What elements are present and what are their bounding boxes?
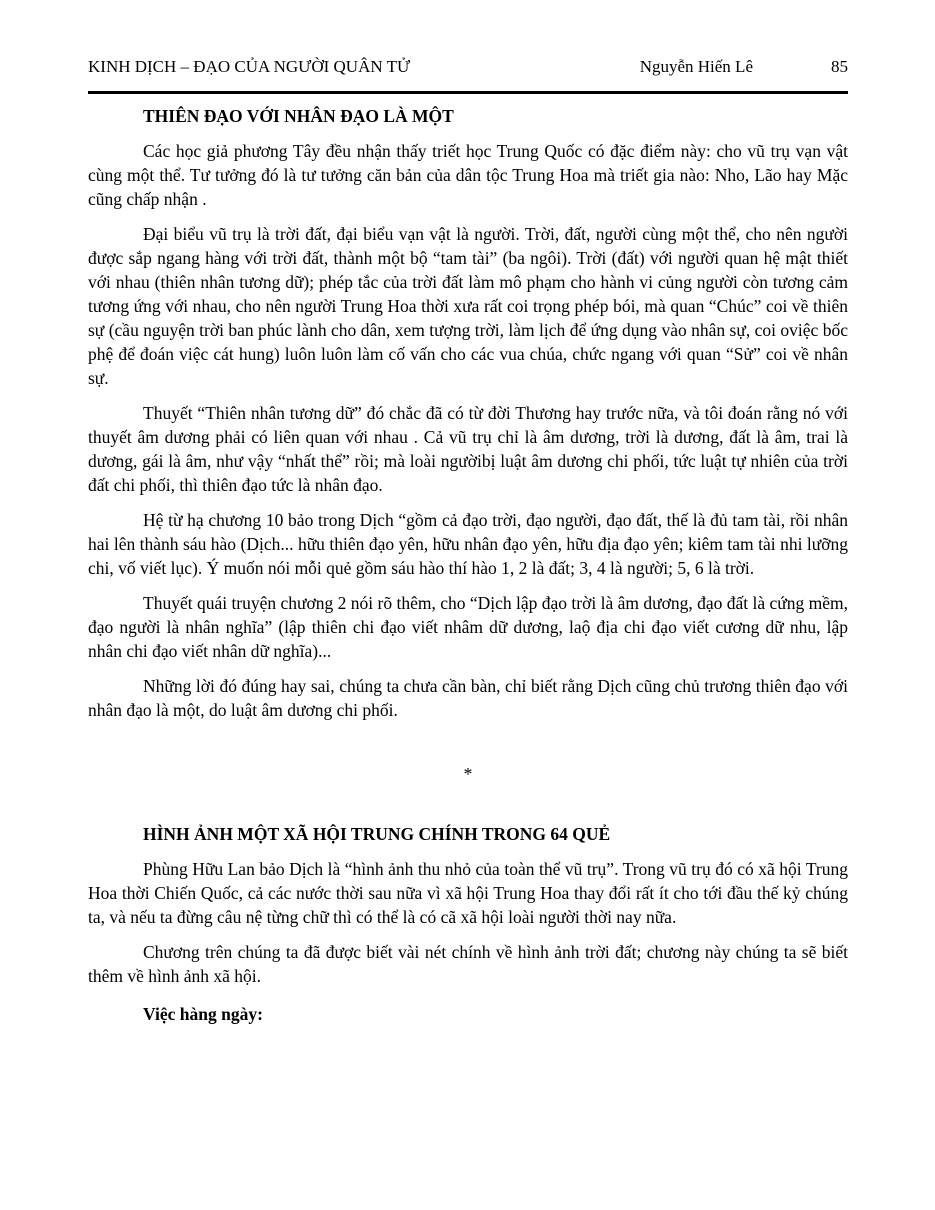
paragraph: Đại biểu vũ trụ là trời đất, đại biểu vạn vật là người. Trời, đất, người cùng một thể, cho nên người được sắp ngang hàng với trời đất, thành một bộ “tam tài” (ba ngôi). Trời (đất) với người quan hệ mật thiết với nhau (thiên nhân tương dữ); phép tắc của trời đất làm mô phạm cho hành vi củng người còn tương cảm tương ứng với nhau, cho nên người Trung Hoa thời xưa rất coi trọng phép bói, mà quan “Chúc” coi về thiên sự (cầu nguyện trời ban phúc lành cho dân, xem tượng trời, làm lịch để ứng dụng vào nhân sự, coi oviệc bốc phệ để đoán việc cát hung) luôn luôn làm cố vấn cho các vua chúa, chức ngang với quan “Sử” coi về nhân sự.	[88, 224, 848, 388]
paragraph: Những lời đó đúng hay sai, chúng ta chưa cần bàn, chỉ biết rằng Dịch cũng chủ trương thiên đạo với nhân đạo là một, do luật âm dương chi phối.	[88, 676, 848, 720]
section2-heading: HÌNH ẢNH MỘT XÃ HỘI TRUNG CHÍNH TRONG 64 QUẺ	[143, 824, 611, 844]
section-separator-asterisk: *	[463, 764, 473, 784]
paragraph: Các học giả phương Tây đều nhận thấy triết học Trung Quốc có đặc điểm này: cho vũ trụ vạn vật cùng một thể. Tư tưởng đó là tư tưởng căn bản của dân tộc Trung Hoa mà triết gia nào: Nho, Lão hay Mặc cũng chấp nhận .	[88, 141, 848, 209]
running-author: Nguyễn Hiến Lê	[639, 57, 753, 76]
paragraph: Thuyết “Thiên nhân tương dữ” đó chắc đã có từ đời Thương hay trước nữa, và tôi đoán rằng nó với thuyết âm dương phải có liên quan với nhau . Cả vũ trụ chỉ là âm dương, trời là dương, đất là âm, trai là dương, gái là âm, như vậy “nhất thể” rồi; mà loài ngườibị luật âm dương chi phối, tức luật tự nhiên của trời đất chi phối, thì thiên đạo tức là nhân đạo.	[88, 403, 848, 495]
subheading-viec-hang-ngay: Việc hàng ngày:	[143, 1004, 263, 1024]
paragraph: Phùng Hữu Lan bảo Dịch là “hình ảnh thu nhỏ của toàn thể vũ trụ”. Trong vũ trụ đó có xã hội Trung Hoa thời Chiến Quốc, cả các nước thời sau nữa vì xã hội Trung Hoa thay đổi rất ít cho tới đầu thế kỷ chúng ta, và nếu ta đừng câu nệ từng chữ thì có thể là có cã xã hội loài người thời nay nữa.	[88, 859, 848, 927]
running-header-right	[640, 55, 848, 79]
section-hinh-anh-xa-hoi	[88, 822, 848, 1026]
paragraph: Chương trên chúng ta đã được biết vài nét chính về hình ảnh trời đất; chương này chúng ta sẽ biết thêm về hình ảnh xã hội.	[88, 942, 848, 986]
running-title: KINH DỊCH – ĐẠO CỦA NGƯỜI QUÂN TỬ	[88, 57, 411, 76]
section1-heading: THIÊN ĐẠO VỚI NHÂN ĐẠO LÀ MỘT	[143, 106, 454, 126]
section-thien-dao-voi-nhan-dao	[88, 104, 848, 722]
page-number: 85	[831, 57, 848, 76]
running-header	[88, 55, 848, 79]
paragraph: Hệ từ hạ chương 10 bảo trong Dịch “gồm cả đạo trời, đạo người, đạo đất, thế là đủ tam tài, rồi nhân hai lên thành sáu hào (Dịch... hữu thiên đạo yên, hữu nhân đạo yên, hữu địa đạo yên; kiêm tam tài nhi lưỡng chi, vố viết lục). Ý muốn nói mỗi quẻ gồm sáu hào thí hào 1, 2 là đất; 3, 4 là người; 5, 6 là trời.	[88, 510, 848, 578]
paragraph: Thuyết quái truyện chương 2 nói rõ thêm, cho “Dịch lập đạo trời là âm dương, đạo đất là cứng mềm, đạo người là nhân nghĩa” (lập thiên chi đạo viết nhâm dữ dương, laộ địa chi đạo viết cương dữ nhu, lập nhân chi đạo viết nhân dữ nghĩa)...	[88, 593, 848, 661]
header-rule	[88, 91, 848, 94]
